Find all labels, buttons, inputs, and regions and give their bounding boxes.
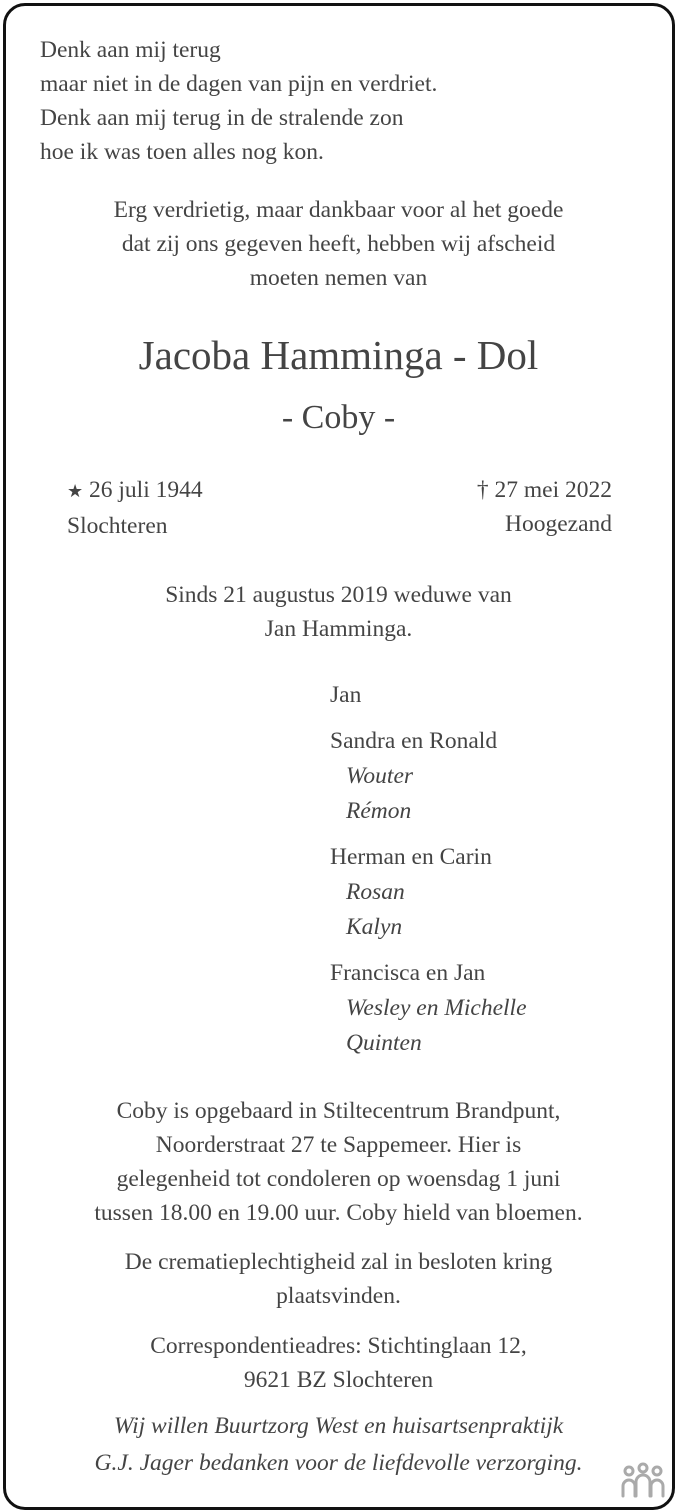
thanks-line: G.J. Jager bedanken voor de liefdevolle verzorging. (94, 1450, 583, 1476)
death-info (477, 473, 612, 541)
thanks-note (0, 1408, 677, 1482)
widow-line: Jan Hamminga. (264, 616, 413, 642)
family-member: Sandra en Ronald (330, 728, 498, 754)
cremation-line: plaatsvinden. (276, 1283, 401, 1309)
cremation-info (0, 1245, 677, 1313)
family-member: Francisca en Jan (330, 960, 486, 986)
poem (40, 33, 437, 169)
viewing-line: gelegenheid tot condoleren op woensdag 1 juni (116, 1166, 561, 1192)
thanks-line: Wij willen Buurtzorg West en huisartsenpraktijk (113, 1413, 564, 1439)
family-list (330, 678, 527, 1061)
poem-line: Denk aan mij terug in de stralende zon (40, 105, 404, 131)
grandchild: Wouter (346, 763, 414, 789)
cross-icon: † (476, 477, 489, 503)
intro-line: Erg verdrietig, maar dankbaar voor al het goede (113, 197, 564, 223)
nickname: - Coby - (281, 399, 396, 436)
death-place: Hoogezand (504, 511, 612, 537)
grandchild: Rosan (346, 879, 405, 905)
poem-line: maar niet in de dagen van pijn en verdriet. (40, 71, 438, 97)
intro-line: dat zij ons gegeven heeft, hebben wij afscheid (121, 231, 556, 257)
star-icon: ★ (67, 481, 84, 502)
birth-place: Slochteren (67, 513, 168, 539)
correspondence-address (0, 1329, 677, 1397)
address-line: 9621 BZ Slochteren (243, 1367, 434, 1393)
birth-date: 26 juli 1944 (89, 477, 203, 503)
widow-note (0, 578, 677, 646)
poem-line: hoe ik was toen alles nog kon. (40, 139, 324, 165)
death-date: 27 mei 2022 (494, 477, 612, 503)
intro-line: moeten nemen van (249, 265, 428, 291)
intro (0, 193, 677, 295)
family-member: Jan (330, 682, 362, 708)
viewing-info (0, 1094, 677, 1230)
cremation-line: De crematieplechtigheid zal in besloten kring (124, 1249, 553, 1275)
widow-line: Sinds 21 augustus 2019 weduwe van (165, 582, 512, 608)
viewing-line: Noorderstraat 27 te Sappemeer. Hier is (155, 1132, 522, 1158)
family-member: Herman en Carin (330, 844, 492, 870)
people-group-icon (620, 1462, 666, 1498)
grandchild: Wesley en Michelle (346, 995, 527, 1021)
viewing-line: tussen 18.00 en 19.00 uur. Coby hield van bloemen. (94, 1200, 583, 1226)
deceased-name: Jacoba Hamminga - Dol (138, 332, 539, 378)
poem-line: Denk aan mij terug (40, 37, 221, 63)
birth-info (67, 473, 203, 543)
address-line: Correspondentieadres: Stichtinglaan 12, (150, 1333, 527, 1359)
grandchild: Rémon (346, 798, 412, 824)
viewing-line: Coby is opgebaard in Stiltecentrum Brandpunt, (116, 1098, 561, 1124)
grandchild: Quinten (346, 1030, 422, 1056)
grandchild: Kalyn (346, 914, 403, 940)
